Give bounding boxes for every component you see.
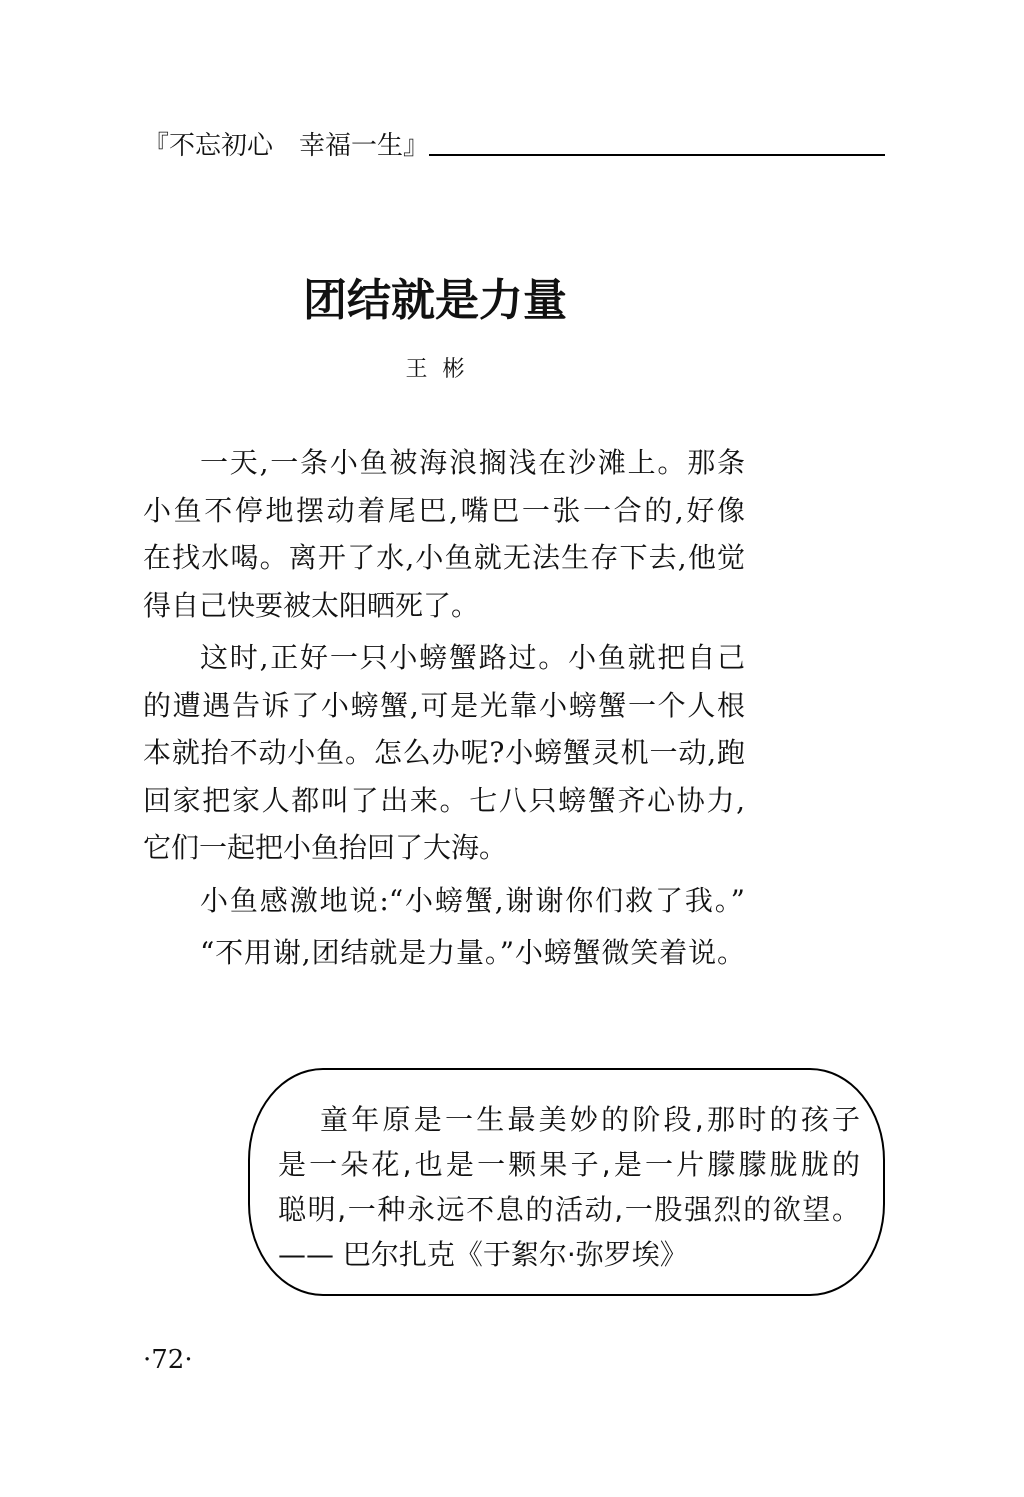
quote-text	[278, 1097, 860, 1277]
quote-line: 是一朵花,也是一颗果子,是一片朦朦胧胧的	[278, 1148, 860, 1181]
text-line: 这时,正好一只小螃蟹路过。小鱼就把自己	[200, 641, 745, 674]
text-line: “不用谢,团结就是力量。”小螃蟹微笑着说。	[200, 936, 745, 969]
quote-line: 聪明,一种永远不息的活动,一股强烈的欲望。	[278, 1193, 860, 1226]
text-line: 得自己快要被太阳晒死了。	[143, 588, 480, 622]
text-line: 它们一起把小鱼抬回了大海。	[143, 831, 508, 864]
running-title: 『不忘初心 幸福一生』	[143, 131, 430, 161]
text-line: 回家把家人都叫了出来。七八只螃蟹齐心协力,	[143, 783, 745, 817]
paragraph-4	[143, 929, 745, 977]
paragraph-1	[143, 439, 745, 629]
page-number: ·72·	[143, 1345, 193, 1375]
text-line: 小鱼不停地摆动着尾巴,嘴巴一张一合的,好像	[143, 493, 745, 527]
header-rule	[429, 154, 885, 156]
text-line: 小鱼感激地说:“小螃蟹,谢谢你们救了我。”	[200, 883, 745, 917]
text-line: 的遭遇告诉了小螃蟹,可是光靠小螃蟹一个人根	[143, 688, 745, 722]
quote-line: 童年原是一生最美妙的阶段,那时的孩子	[320, 1103, 860, 1136]
paragraph-3	[143, 877, 745, 925]
running-head	[143, 126, 885, 162]
article-body	[143, 439, 745, 982]
article-title: 团结就是力量	[303, 275, 567, 326]
text-line: 在找水喝。离开了水,小鱼就无法生存下去,他觉	[143, 541, 745, 574]
paragraph-2	[143, 634, 745, 872]
quote-attribution: —— 巴尔扎克《于絮尔·弥罗埃》	[278, 1238, 688, 1271]
article-author: 王 彬	[405, 357, 465, 382]
text-line: 一天,一条小鱼被海浪搁浅在沙滩上。那条	[200, 446, 745, 479]
text-line: 本就抬不动小鱼。怎么办呢?小螃蟹灵机一动,跑	[143, 736, 745, 769]
